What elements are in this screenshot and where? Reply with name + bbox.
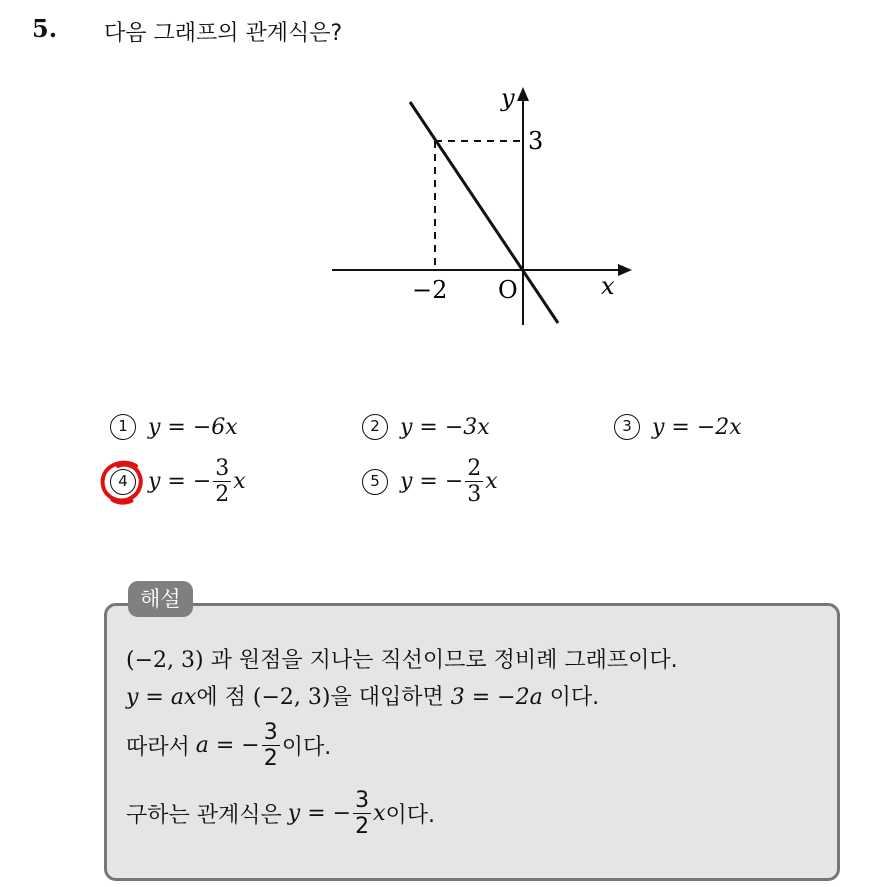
solution-math: y = − [287,801,352,827]
question-text: 다음 그래프의 관계식은? [104,21,343,46]
x-axis-arrow [618,264,632,276]
solution-math: (−2, 3) [252,685,331,710]
y-axis-label: y [501,84,515,112]
solution-line-4 [126,788,435,840]
fraction-numerator: 2 [467,456,482,481]
choice-expression: y = −2x [652,414,742,440]
y-tick-label: 3 [528,127,544,155]
choice-2[interactable] [362,414,490,440]
choice-3[interactable] [614,414,742,440]
y-axis-arrow [517,87,529,101]
solution-fraction [262,720,280,772]
choice-expression-suffix: x [485,469,498,495]
choice-number: 3 [614,414,640,440]
solution-tag: 해설 [128,581,193,617]
solution-math: a = − [195,733,260,759]
choice-fraction [465,456,483,508]
question-number: 5. [32,14,58,43]
choice-expression-prefix: y = − [400,469,464,495]
fraction-numerator: 3 [215,456,230,481]
choice-number: 1 [110,414,136,440]
choice-number: 2 [362,414,388,440]
solution-text: 을 대입하면 [330,685,451,710]
solution-line-3 [126,720,331,772]
choice-expression-suffix: x [233,469,246,495]
x-axis-label: x [601,272,615,300]
fraction-denominator: 3 [467,482,482,508]
solution-line-2 [126,680,599,711]
solution-text: 구하는 관계식은 [126,803,282,829]
fraction-numerator: 3 [263,720,278,745]
fraction-denominator: 2 [263,746,278,772]
solution-line-1 [126,643,678,674]
choice-5[interactable] [362,456,498,508]
solution-fraction [353,788,371,840]
fraction-denominator: 2 [355,814,370,840]
solution-text: 따라서 [126,735,190,761]
solution-math: (−2, 3) [126,648,204,673]
choice-1[interactable] [110,414,238,440]
fraction-denominator: 2 [215,482,230,508]
x-tick-label: −2 [412,276,448,304]
choice-expression-prefix: y = − [148,469,212,495]
answer-circle-mark [98,460,148,506]
solution-text: 에 점 [196,685,253,710]
choice-number: 5 [362,469,388,495]
solution-text: 이다. [385,803,435,829]
choice-number: 4 [110,469,136,495]
solution-text: 과 원점을 지나는 직선이므로 정비례 그래프이다. [203,648,678,673]
origin-label: O [498,276,518,304]
solution-math: 3 = −2a [450,685,543,710]
solution-text: 이다. [281,735,332,761]
solution-math: x [373,801,386,827]
choice-expression: y = −3x [400,414,490,440]
choice-expression: y = −6x [148,414,238,440]
solution-text: 이다. [542,685,600,710]
solution-math: y = ax [126,685,197,710]
linear-graph [320,80,640,330]
fraction-numerator: 3 [355,788,370,813]
choice-fraction [213,456,231,508]
